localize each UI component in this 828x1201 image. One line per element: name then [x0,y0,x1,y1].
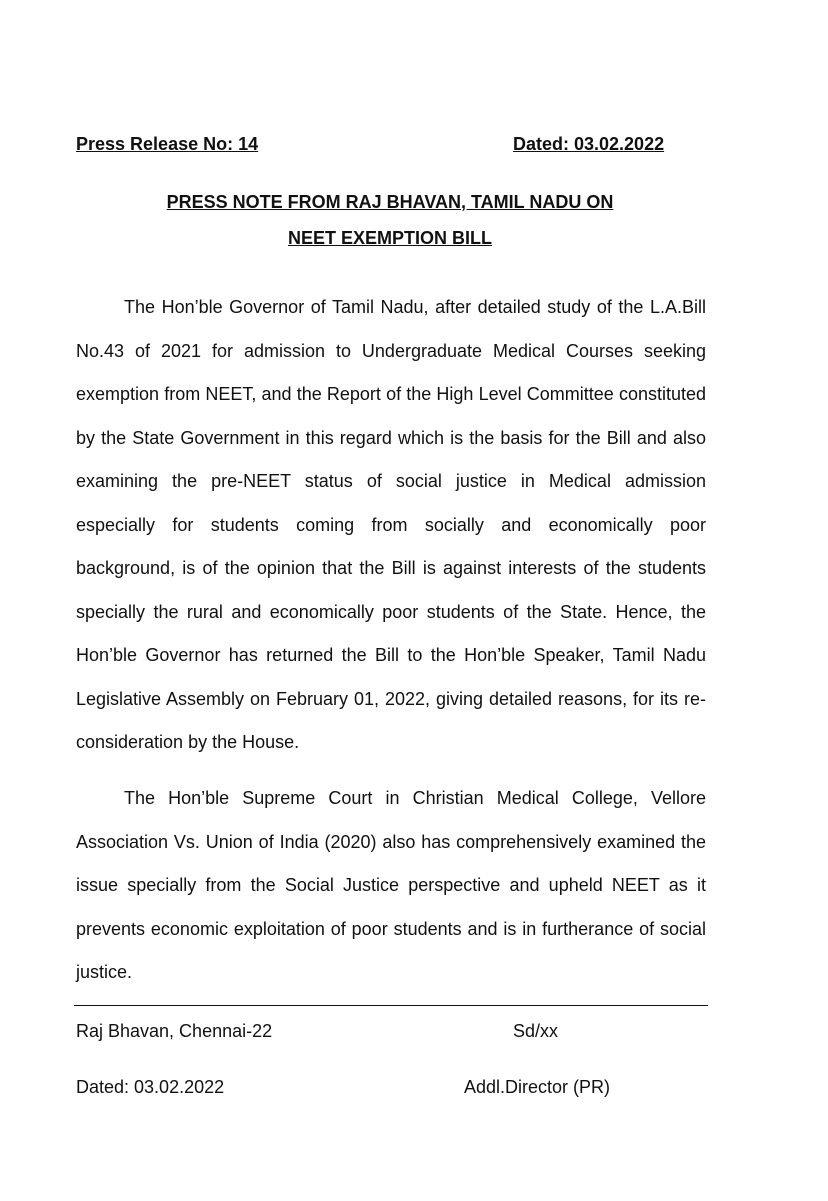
document-title-line-1: PRESS NOTE FROM RAJ BHAVAN, TAMIL NADU ON [166,192,614,212]
header-date: Dated: 03.02.2022 [513,134,665,154]
footer-place: Raj Bhavan, Chennai-22 [76,1021,273,1041]
footer-date: Dated: 03.02.2022 [76,1077,225,1097]
footer-divider [74,1005,708,1006]
body-paragraph-1: The Hon’ble Governor of Tamil Nadu, after detailed study of the L.A.Bill No.43 of 2021 for admission to Undergraduate Medical Courses seeking exemption from NEET, and the Report of the High Level Committee constituted by the State Government in this regard which is the basis for the Bill and also examining the pre-NEET status of social justice in Medical admission especially for students coming from socially and economically poor background, is of the opinion that the Bill is against interests of the students specially the rural and economically poor students of the State. Hence, the Hon’ble Governor has returned the Bill to the Hon’ble Speaker, Tamil Nadu Legislative Assembly on February 01, 2022, giving detailed reasons, for its re-consideration by the House. [76,297,706,752]
body-paragraph-2: The Hon’ble Supreme Court in Christian Medical College, Vellore Association Vs. Union of India (2020) also has comprehensively examined the issue specially from the Social Justice perspective and upheld NEET as it prevents economic exploitation of poor students and is in furtherance of social justice. [76,788,706,982]
footer-signature: Sd/xx [513,1021,559,1041]
press-release-number: Press Release No: 14 [76,134,259,154]
document-title-line-2: NEET EXEMPTION BILL [287,228,492,248]
footer-designation: Addl.Director (PR) [464,1077,611,1097]
